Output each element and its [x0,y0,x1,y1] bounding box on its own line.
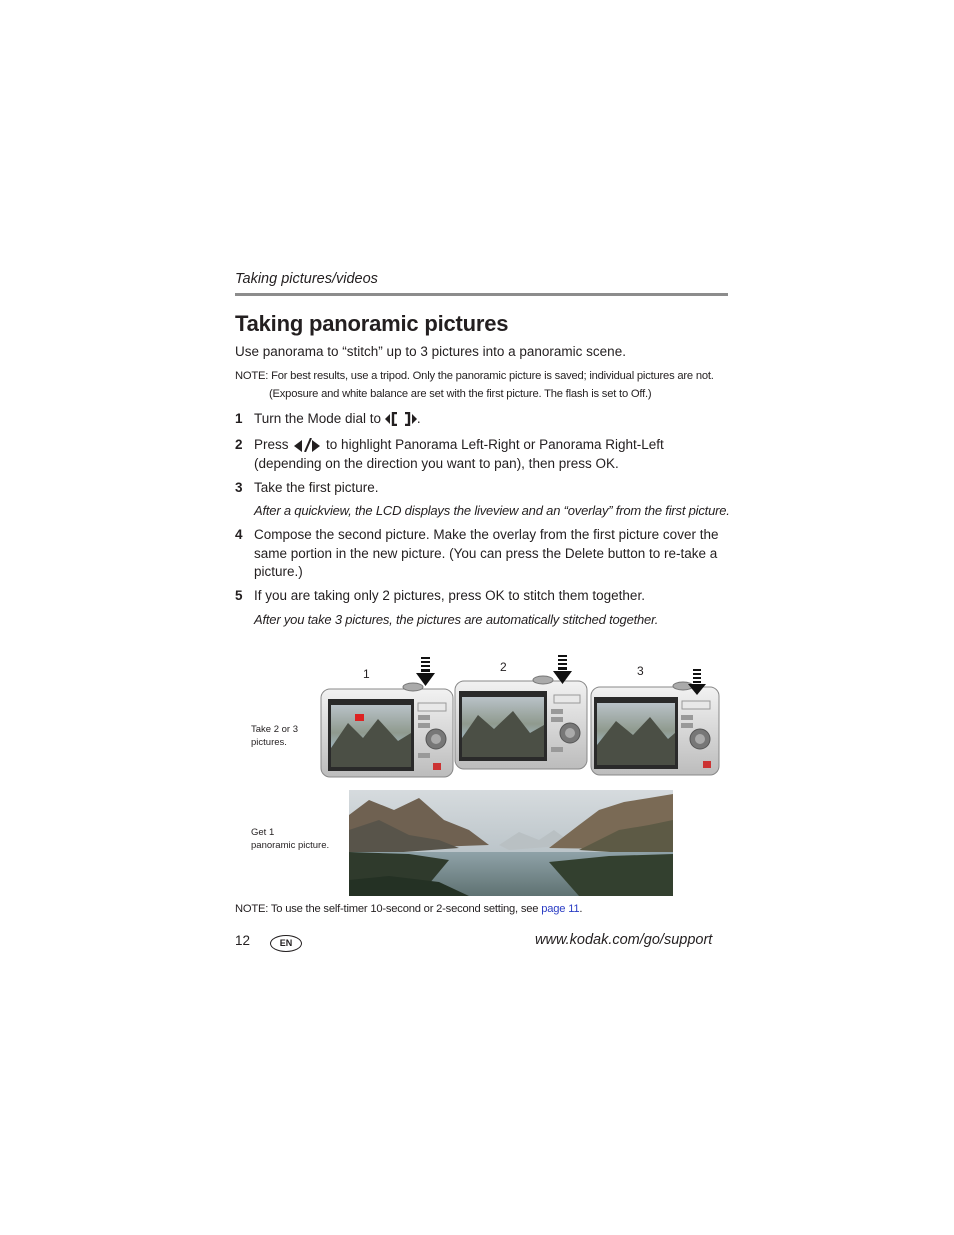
support-url[interactable]: www.kodak.com/go/support [535,932,713,948]
page-link[interactable]: page 11 [541,903,580,915]
step-number: 5 [235,588,243,603]
camera-illustration [318,653,723,781]
step-text-end: . [416,411,421,426]
step-text: If you are taking only 2 pictures, press OK to stitch them together. [254,588,645,603]
step-number: 4 [235,527,243,542]
step-text: Compose the second picture. Make the overlay from the first picture cover the same portion in the new picture. (You can press the Delete button to re-take a picture.) [254,527,719,579]
header-rule [235,293,728,296]
camera-2 [455,676,587,769]
step-number: 2 [235,437,243,452]
step-text: Press [254,437,289,452]
step-3 [235,479,730,524]
step-number: 3 [235,480,243,495]
step-4 [235,526,725,586]
intro-text: Use panorama to “stitch” up to 3 pictures into a panoramic scene. [235,344,626,359]
shutter-arrow-icon [416,657,435,686]
caption-get: Get 1 panoramic picture. [251,827,330,851]
section-label: Taking pictures/videos [235,271,378,287]
step-5 [235,587,725,632]
step-text: Take the first picture. [254,480,379,495]
page-title: Taking panoramic pictures [235,311,509,336]
camera-3 [591,682,719,775]
note-bottom: NOTE: To use the self-timer 10-second or 2-second setting, see page 11. [235,903,583,915]
step-result: After you take 3 pictures, the pictures are automatically stitched together. [254,612,659,627]
step-text: Turn the Mode dial to [254,411,382,426]
page-number: 12 [235,933,251,948]
step-result: After a quickview, the LCD displays the liveview and an “overlay” from the first picture. [254,503,730,518]
step-number: 1 [235,411,243,426]
camera-1 [321,683,453,777]
note-top-line1: NOTE: For best results, use a tripod. Only the panoramic picture is saved; individual pictures are not. [235,370,714,382]
camera-label-2: 2 [500,660,507,674]
left-right-arrows-icon [292,438,322,452]
note-top [235,367,735,403]
step-text-end: to highlight Panorama Left-Right or Panorama Right-Left (depending on the direction you want to pan), then press OK. [254,437,664,471]
caption-take: Take 2 or 3 pictures. [251,724,298,748]
camera-label-3: 3 [637,664,644,678]
language-badge: EN [270,935,302,952]
camera-label-1: 1 [363,667,370,681]
note-top-line2: (Exposure and white balance are set with the first picture. The flash is set to Off.) [269,388,652,400]
step-1 [235,410,725,430]
step-2 [235,436,725,476]
panorama-image [349,790,673,896]
panorama-mode-icon [385,412,417,426]
cameras-image [318,653,723,781]
shutter-arrow-icon [553,655,572,684]
